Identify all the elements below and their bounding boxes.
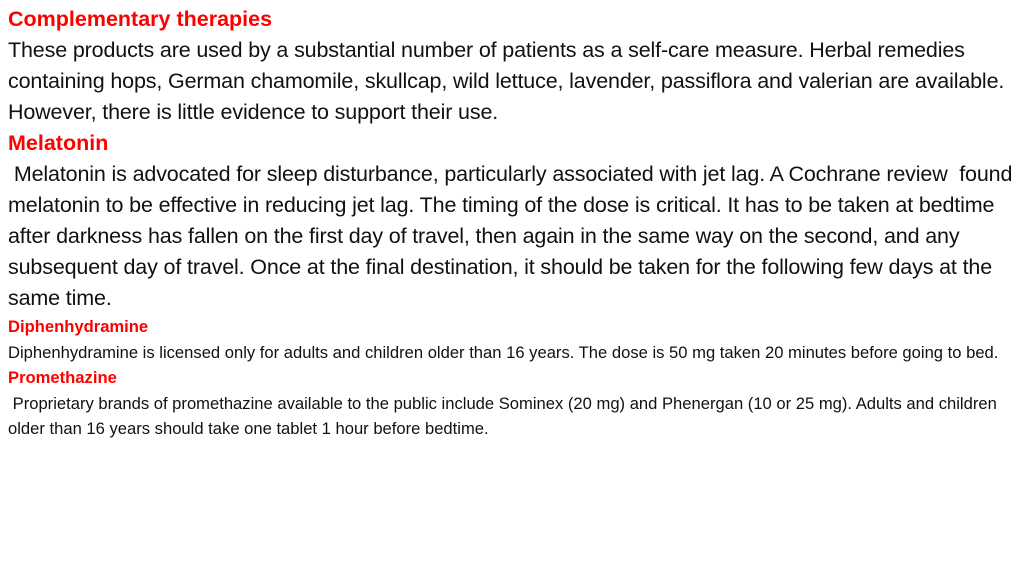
- paragraph-complementary-therapies: These products are used by a substantial number of patients as a self-care measure. Herbal remedies containing hops, German chamomile, skullcap, wild lettuce, lavender, passiflora and valerian are available. However, there is little evidence to support their use.: [8, 38, 1011, 124]
- section-melatonin: [8, 128, 1018, 314]
- slide-content: [8, 4, 1018, 442]
- paragraph-diphenhydramine: Diphenhydramine is licensed only for adults and children older than 16 years. The dose is 50 mg taken 20 minutes before going to bed.: [8, 342, 999, 362]
- section-complementary-therapies: [8, 4, 1018, 128]
- section-diphenhydramine: [8, 314, 1018, 365]
- heading-complementary-therapies: Complementary therapies: [8, 7, 273, 31]
- paragraph-melatonin: Melatonin is advocated for sleep disturbance, particularly associated with jet lag. A Cochrane review found melatonin to be effective in reducing jet lag. The timing of the dose is critical. It has to be taken at bedtime after darkness has fallen on the first day of travel, then again in the same way on the second, and any subsequent day of travel. Once at the final destination, it should be taken for the following few days at the same time.: [8, 162, 1019, 310]
- heading-diphenhydramine: Diphenhydramine: [8, 317, 149, 336]
- section-promethazine: [8, 365, 1018, 442]
- heading-promethazine: Promethazine: [8, 368, 117, 387]
- paragraph-promethazine: Proprietary brands of promethazine available to the public include Sominex (20 mg) and Phenergan (10 or 25 mg). Adults and children older than 16 years should take one tablet 1 hour before bedtime.: [8, 393, 1002, 438]
- heading-melatonin: Melatonin: [8, 131, 109, 155]
